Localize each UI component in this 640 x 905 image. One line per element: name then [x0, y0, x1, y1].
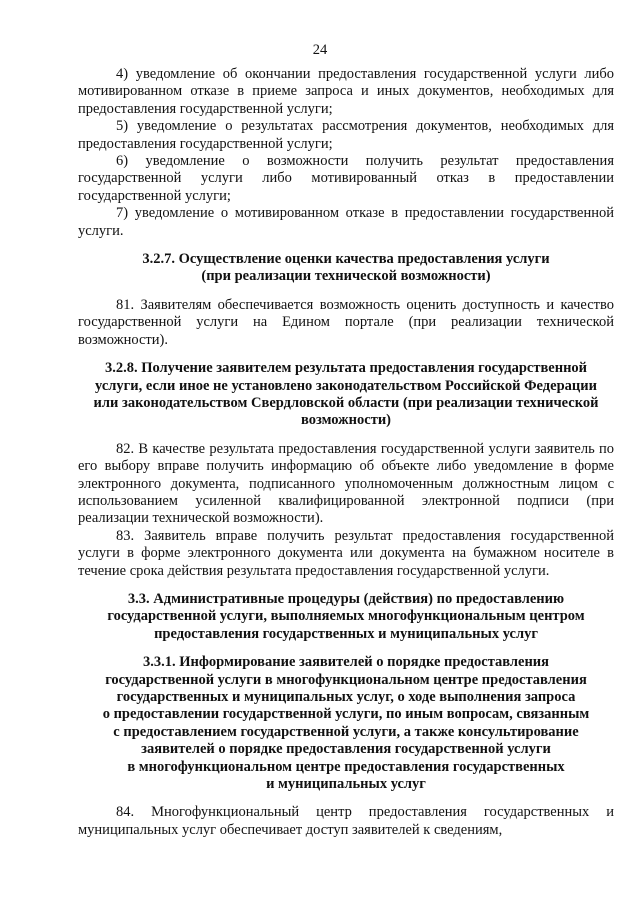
- section-heading-3-3-1: 3.3.1. Информирование заявителей о порядке предоставления государственной услуги в многофункциональном центре предоставления государственных и муниципальных услуг, о ходе выполнения запроса о предоставлении государственной услуги, по иным вопросам, связанным с предоставлением государственной услуги, а также консультирование заявителей о порядке предоставления государственной услуги в многофункциональном центре предоставления государственных и муниципальных услуг: [102, 654, 590, 793]
- section-heading-3-2-7: 3.2.7. Осуществление оценки качества предоставления услуги (при реализации технической возможности): [142, 251, 550, 285]
- spacer: [78, 430, 614, 441]
- paragraph-81: 81. Заявителям обеспечивается возможность оценить доступность и качество государственной услуги на Едином портале (при реализации технической возможности).: [78, 296, 614, 348]
- paragraph-item-4: 4) уведомление об окончании предоставления государственной услуги либо мотивированном отказе в приеме запроса и иных документов, необходимых для предоставления государственной услуги;: [78, 66, 614, 117]
- spacer: [78, 580, 614, 591]
- paragraph-item-5: 5) уведомление о результатах рассмотрения документов, необходимых для предоставления государственной услуги;: [78, 118, 614, 152]
- paragraph-item-6: 6) уведомление о возможности получить результат предоставления государственной услуги либо мотивированный отказ в предоставлении государственной услуги;: [78, 153, 614, 204]
- paragraph-83: 83. Заявитель вправе получить результат предоставления государственной услуги в форме электронного документа или документа на бумажном носителе в течение срока действия результата предоставления государственной услуги.: [78, 527, 614, 579]
- spacer: [78, 643, 614, 654]
- spacer: [78, 240, 614, 251]
- paragraph-item-7: 7) уведомление о мотивированном отказе в предоставлении государственной услуги.: [78, 205, 614, 239]
- paragraph-84: 84. Многофункциональный центр предоставления государственных и муниципальных услуг обеспечивает доступ заявителей к сведениям,: [78, 804, 614, 838]
- document-body: [78, 66, 614, 839]
- section-heading-3-2-8: 3.2.8. Получение заявителем результата предоставления государственной услуги, если иное не установлено законодательством Российской Федерации или законодательством Свердловской области (при реализации технической возможности): [93, 360, 599, 429]
- spacer: [78, 349, 614, 360]
- spacer: [78, 286, 614, 297]
- spacer: [78, 793, 614, 804]
- paragraph-82: 82. В качестве результата предоставления государственной услуги заявитель по его выбору вправе получить информацию об объекте либо уведомление в форме электронного документа, подписанного уполномоченным должностным лицом с использованием усиленной квалифицированной электронной подписи (при реализации технической возможности).: [78, 440, 614, 527]
- page-number: 24: [312, 42, 328, 58]
- section-heading-3-3: 3.3. Административные процедуры (действия) по предоставлению государственной услуги, выполняемых многофункциональным центром предоставления государственных и муниципальных услуг: [107, 590, 585, 642]
